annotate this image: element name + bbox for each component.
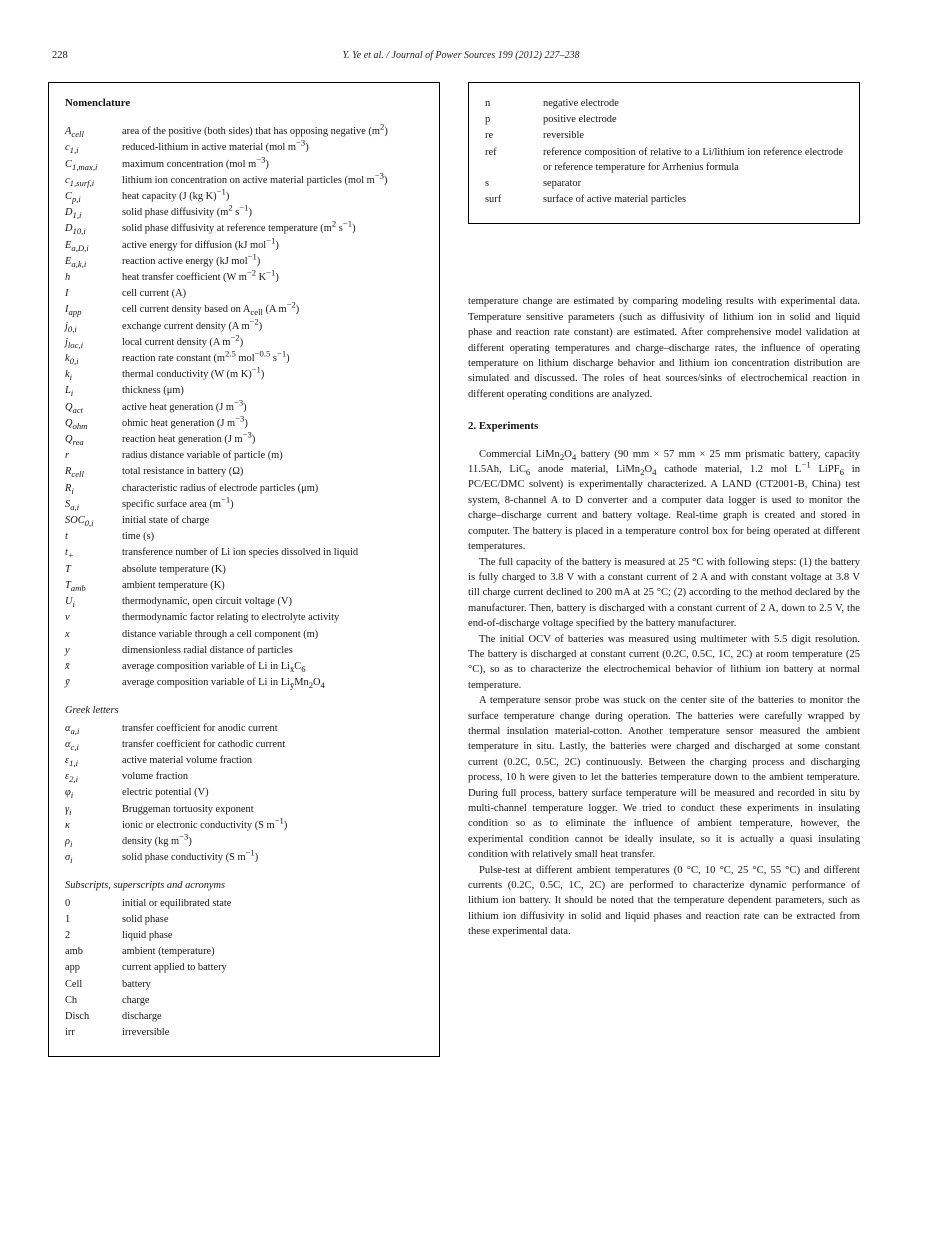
symbol-definition: transfer coefficient for anodic current xyxy=(122,722,278,734)
continued-symbol-list xyxy=(485,96,843,207)
symbol-definition: active heat generation (J $m^{-3}$) xyxy=(122,397,247,413)
symbol: ȳ xyxy=(65,677,70,689)
nomenclature-entry xyxy=(65,831,423,850)
nomenclature-entry xyxy=(65,562,423,577)
symbol: $t_+$ xyxy=(65,547,74,561)
section-heading-experiments: 2. Experiments xyxy=(468,420,539,433)
symbol: T xyxy=(65,563,71,575)
symbol-definition: thermodynamic, open circuit voltage (V) xyxy=(122,596,292,608)
body-paragraph-continuation: temperature change are estimated by comparing modeling results with experimental data. Temperature sensitive parameters (such as diffusivity of lithium ion in solid and liquid phase and reaction rate constant) are estimated. After comprehensive model validation at different operating temperatures and charge–discharge rates, the influence of operating temperature on lithium discharge behavior and lithium ion concentration distribution are simulated and discussed. The roles of heat sources/sinks of electrochemical reaction in different operating conditions are analyzed. xyxy=(468,296,860,400)
symbol-definition: solid phase diffusivity ($m^2$ $s^{-1}$) xyxy=(122,202,252,219)
nomenclature-entry xyxy=(65,170,423,188)
symbol: $E_{a,D,i}$ xyxy=(65,239,89,253)
nomenclature-entry xyxy=(65,299,423,318)
running-head: Y. Ye et al. / Journal of Power Sources 199 (2012) 227–238 xyxy=(342,50,580,61)
symbol: Cell xyxy=(65,978,83,990)
nomenclature-entry xyxy=(65,481,423,496)
nomenclature-entry xyxy=(65,235,423,253)
nomenclature-entry xyxy=(65,769,423,784)
symbol-definition: radius distance variable of particle (m) xyxy=(122,450,283,462)
nomenclature-entry xyxy=(65,753,423,768)
nomenclature-entry xyxy=(65,383,423,398)
nomenclature-entry xyxy=(65,137,423,156)
nomenclature-entry xyxy=(65,896,423,911)
nomenclature-entry xyxy=(65,944,423,959)
nomenclature-entry xyxy=(65,627,423,642)
symbol-definition: heat transfer coefficient (W $m^{-2}$ $K^{-1}$) xyxy=(122,267,279,284)
nomenclature-entry xyxy=(485,192,843,207)
symbol: $R_{cell}$ xyxy=(65,466,84,480)
greek-letters-heading: Greek letters xyxy=(65,705,119,717)
nomenclature-entry xyxy=(65,594,423,609)
nomenclature-entry xyxy=(65,977,423,992)
nomenclature-entry xyxy=(65,815,423,833)
two-column-layout xyxy=(48,82,874,1057)
symbol-definition: active energy for diffusion (kJ mol$^{-1}$) xyxy=(122,235,279,251)
nomenclature-entry xyxy=(485,145,843,175)
symbol-definition: reaction heat generation (J $m^{-3}$) xyxy=(122,429,256,446)
symbol: $Q_{act}$ xyxy=(65,401,84,415)
symbol: 0 xyxy=(65,897,71,909)
symbol-definition: average composition variable of Li in $Li_ȳMn_2O_4$ xyxy=(122,677,325,691)
nomenclature-entry xyxy=(65,1025,423,1040)
nomenclature-entry xyxy=(65,332,423,350)
symbol-definition: active material volume fraction xyxy=(122,754,253,766)
symbol: $R_i$ xyxy=(65,482,74,496)
symbol: 2 xyxy=(65,929,71,941)
nomenclature-entry xyxy=(65,448,423,463)
nomenclature-entry xyxy=(65,993,423,1008)
symbol: surf xyxy=(485,194,502,206)
symbol-list xyxy=(65,121,423,691)
nomenclature-entry xyxy=(65,545,423,560)
nomenclature-entry xyxy=(65,464,423,479)
symbol-definition: volume fraction xyxy=(122,771,189,783)
symbol-definition: absolute temperature (K) xyxy=(122,563,226,575)
symbol: $c_{1,i}$ xyxy=(65,142,79,156)
symbol: $j_{0,i}$ xyxy=(65,320,77,334)
symbol-definition: negative electrode xyxy=(543,98,619,109)
nomenclature-continued-box xyxy=(468,82,860,224)
symbol-definition: battery xyxy=(122,978,151,990)
symbol: κ xyxy=(65,819,70,831)
symbol: app xyxy=(65,962,81,974)
symbol: I xyxy=(65,288,69,300)
subscript-list xyxy=(65,896,423,1041)
page-header xyxy=(48,50,874,66)
symbol: s xyxy=(485,178,490,190)
symbol: $Q_{rea}$ xyxy=(65,434,84,448)
nomenclature-entry xyxy=(65,202,423,221)
page-number: 228 xyxy=(52,50,68,61)
symbol-definition: electric potential (V) xyxy=(122,787,209,799)
symbol-definition: time (s) xyxy=(122,531,155,543)
nomenclature-entry xyxy=(65,928,423,943)
symbol: r xyxy=(65,450,70,462)
symbol: $k_i$ xyxy=(65,369,73,383)
symbol-definition: characteristic radius of electrode particles (μm) xyxy=(122,482,319,494)
symbol-definition: solid phase conductivity (S $m^{-1}$) xyxy=(122,847,259,864)
nomenclature-entry xyxy=(65,960,423,975)
symbol-definition: area of the positive (both sides) that has opposing negative $(m^2)$ xyxy=(122,121,388,138)
symbol-definition: distance variable through a cell component (m) xyxy=(122,628,319,640)
nomenclature-entry xyxy=(485,176,843,191)
symbol: $Q_{ohm}$ xyxy=(65,417,88,431)
symbol-definition: reversible xyxy=(543,130,584,142)
symbol-definition: initial state of charge xyxy=(122,515,210,527)
symbol-definition: maximum concentration (mol $m^{-3}$) xyxy=(122,154,269,170)
nomenclature-entry xyxy=(65,785,423,800)
symbol: $\alpha_{a,i}$ xyxy=(65,722,80,736)
symbol: 1 xyxy=(65,913,71,925)
symbol-definition: thermodynamic factor relating to electrolyte activity xyxy=(122,612,340,624)
symbol: $C_{p,i}$ xyxy=(65,191,81,205)
nomenclature-entry xyxy=(65,610,423,625)
symbol: ref xyxy=(485,146,497,158)
symbol: $D_{10,i}$ xyxy=(65,223,86,237)
symbol: $k_{0,i}$ xyxy=(65,353,79,367)
symbol-definition: Bruggeman tortuosity exponent xyxy=(122,803,254,815)
symbol: $S_{a,i}$ xyxy=(65,498,80,512)
nomenclature-entry xyxy=(65,912,423,927)
nomenclature-entry xyxy=(485,112,843,127)
nomenclature-entry xyxy=(65,847,423,866)
symbol: $\rho_i$ xyxy=(65,835,73,850)
symbol-definition: density (kg $m^{-3}$) xyxy=(122,831,192,847)
nomenclature-entry xyxy=(65,494,423,512)
symbol: $j_{loc,i}$ xyxy=(65,336,84,350)
symbol: $L_i$ xyxy=(65,385,74,399)
nomenclature-entry xyxy=(65,659,423,674)
symbol-definition: exchange current density (A $m^{-2}$) xyxy=(122,316,263,332)
symbol: $c_{1,surf,i}$ xyxy=(65,174,95,188)
nomenclature-entry xyxy=(65,802,423,817)
symbol: $A_{cell}$ xyxy=(65,126,84,140)
nomenclature-entry xyxy=(485,128,843,143)
symbol: $U_i$ xyxy=(65,596,75,610)
symbol: $D_{1,i}$ xyxy=(65,207,82,221)
left-column xyxy=(48,82,440,1057)
nomenclature-entry xyxy=(65,1009,423,1024)
nomenclature-title: Nomenclature xyxy=(65,97,131,109)
body-paragraph: Commercial $LiMn_2O_4$ battery (90 mm × 57 mm × 25 mm prismatic battery, capacity 11.5Ah, LiC$_6$ anode material, $LiMn_2O_4$ cathode material, 1.2 mol $L^{-1}$ LiPF$_6$ in PC/EC/DMC solvent) is experimentally characterized. A LAND (CT2001-B, China) test system, 8-channel A to D converter and a computer data logger is used to monitor the charge–discharge current and battery voltage. Real-time graph is created and stored in computer. The battery is placed in a temperature control box for being operated at different temperatures. xyxy=(468,448,860,553)
nomenclature-entry xyxy=(65,316,423,334)
right-column xyxy=(468,82,860,940)
symbol-definition: total resistance in battery (Ω) xyxy=(122,466,244,478)
symbol-definition: ambient temperature (K) xyxy=(122,579,225,591)
symbol: $\sigma_i$ xyxy=(65,852,73,866)
symbol-definition: cell current density based on $A_{cell}$ (A $m^{-2}$) xyxy=(122,299,300,318)
symbol: $\varphi_i$ xyxy=(65,787,74,801)
symbol: n xyxy=(485,98,491,109)
nomenclature-entry xyxy=(65,364,423,383)
symbol-definition: irreversible xyxy=(122,1027,170,1039)
symbol-definition: charge xyxy=(122,994,150,1006)
nomenclature-box xyxy=(48,82,440,1057)
symbol: irr xyxy=(65,1027,75,1039)
symbol-definition: heat capacity (J (kg K)$^{-1}$) xyxy=(122,186,230,203)
symbol: $C_{1,max,i}$ xyxy=(65,158,98,172)
nomenclature-entry xyxy=(65,737,423,752)
body-paragraph: The full capacity of the battery is measured at 25 °C with following steps: (1) the battery is fully charged to 3.8 V with a constant current of 2 A and with constant voltage at 3.8 V till charge current declined to 200 mA at 25 °C; (2) according to the method declared by the manufacturer. Then, battery is discharged with a constant current of 2 A, down to 2.5 V, the end-of-discharge voltage specified by the battery manufacturer. xyxy=(468,556,860,630)
symbol-definition: dimensionless radial distance of particles xyxy=(122,644,293,656)
greek-symbol-list xyxy=(65,721,423,866)
symbol-definition: thermal conductivity (W (m K)$^{-1}$) xyxy=(122,364,265,381)
symbol-definition: lithium ion concentration on active material particles (mol $m^{-3}$) xyxy=(122,170,388,186)
symbol-definition: liquid phase xyxy=(122,929,173,941)
symbol: y xyxy=(65,644,70,656)
symbol-definition: transference number of Li ion species dissolved in liquid xyxy=(122,547,359,559)
symbol-definition: surface of active material particles xyxy=(543,194,687,206)
nomenclature-entry xyxy=(65,251,423,269)
symbol-definition: current applied to battery xyxy=(122,962,227,974)
symbol-definition: average composition variable of Li in $Li_{x̄}C_6$ xyxy=(122,660,306,674)
symbol: Disch xyxy=(65,1010,90,1022)
symbol-definition: local current density (A $m^{-2}$) xyxy=(122,332,244,348)
nomenclature-entry xyxy=(65,513,423,528)
symbol-definition: initial or equilibrated state xyxy=(122,897,232,909)
symbol-definition: ambient (temperature) xyxy=(122,946,215,958)
symbol: Ch xyxy=(65,994,78,1006)
symbol: $\gamma_i$ xyxy=(65,803,72,817)
subscripts-heading: Subscripts, superscripts and acronyms xyxy=(65,880,226,892)
nomenclature-entry xyxy=(65,154,423,172)
symbol: $T_{amb}$ xyxy=(65,579,86,593)
body-paragraph: Pulse-test at different ambient temperatures (0 °C, 10 °C, 25 °C, 55 °C) and different currents (0.2C, 0.5C, 1C, 2C) are performed to characterize dynamic performance of lithium ion battery. It should be noted that the temperature dependent parameters, such as lithium ion diffusivity in solid and liquid phases and reaction rate can be extracted from these experimental data. xyxy=(468,864,860,938)
symbol: $I_{app}$ xyxy=(65,304,82,318)
article-body xyxy=(468,294,860,939)
symbol-definition: transfer coefficient for cathodic current xyxy=(122,738,286,750)
symbol: x̄ xyxy=(65,660,70,672)
symbol-definition: separator xyxy=(543,178,582,190)
nomenclature-entry xyxy=(65,429,423,448)
symbol-definition: reaction rate constant ($m^{2.5}$ mol$^{-0.5}$ $s^{-1}$) xyxy=(122,348,290,365)
symbol-definition: solid phase diffusivity at reference temperature ($m^2$ $s^{-1}$) xyxy=(122,218,356,235)
symbol: ν xyxy=(65,612,70,624)
symbol: $E_{a,k,i}$ xyxy=(65,255,87,269)
symbol: re xyxy=(485,130,494,142)
symbol: p xyxy=(485,114,491,126)
nomenclature-entry xyxy=(65,286,423,301)
nomenclature-entry xyxy=(485,96,843,111)
body-paragraph: A temperature sensor probe was stuck on the center site of the batteries to monitor the surface temperature change during operation. The batteries were carefully wrapped by thermal insulation material-cotton. Another temperature sensor measured the ambient temperature in situ. Lastly, the batteries were charged and discharged at some constant current (0.2C, 0.5C, 2C) continuously. Between the charging process and discharging process, 10 h were given to let the batteries temperature down to the ambient temperature. During full process, battery surface temperature will be measured and recorded in situ by multi-channel temperature logger. We tried to conduct these experiments in insulating condition so as to eliminate the influence of ambient temperature, however, the experimental condition cannot be ideally insulate, so it is actually a quasi insulating condition with relatively small heat transfer. xyxy=(468,695,860,861)
body-paragraph: The initial OCV of batteries was measured using multimeter with 5.5 digit resolution. The battery is discharged at constant current (0.2C, 0.5C, 1C, 2C) at room temperature (25 °C), so as to characterize the electrochemical behavior of lithium ion battery at normal temperature. xyxy=(468,633,860,691)
nomenclature-entry xyxy=(65,529,423,544)
nomenclature-entry xyxy=(65,578,423,593)
nomenclature-entry xyxy=(65,675,423,690)
symbol-definition: discharge xyxy=(122,1010,162,1022)
symbol-definition: thickness (μm) xyxy=(122,385,184,397)
nomenclature-entry xyxy=(65,267,423,285)
symbol: amb xyxy=(65,946,83,958)
nomenclature-entry xyxy=(65,348,423,367)
symbol-definition: ionic or electronic conductivity (S $m^{-1}$) xyxy=(122,815,288,831)
nomenclature-entry xyxy=(65,218,423,237)
nomenclature-entry xyxy=(65,121,423,140)
symbol-definition: reduced-lithium in active material (mol $m^{-3}$) xyxy=(122,137,309,154)
symbol-definition: specific surface area $(m^{-1})$ xyxy=(122,494,234,510)
nomenclature-entry xyxy=(65,643,423,658)
symbol-definition: reaction active energy (kJ mol$^{-1}$) xyxy=(122,251,261,267)
symbol: $\varepsilon_{1,i}$ xyxy=(65,754,79,768)
symbol-definition: ohmic heat generation (J $m^{-3}$) xyxy=(122,413,248,429)
symbol-definition: positive electrode xyxy=(543,114,617,126)
symbol: h xyxy=(65,272,71,284)
symbol: $\alpha_{c,i}$ xyxy=(65,738,79,752)
symbol: $\varepsilon_{2,i}$ xyxy=(65,771,79,785)
symbol: x xyxy=(65,628,70,640)
nomenclature-entry xyxy=(65,721,423,736)
symbol-definition: reference composition of relative to a Li/lithium ion reference electrode or reference temperature for Arrhenius formula xyxy=(543,146,843,173)
symbol-definition: cell current (A) xyxy=(122,288,187,300)
symbol: $SOC_{0,i}$ xyxy=(65,515,94,529)
symbol: t xyxy=(65,531,68,543)
symbol-definition: solid phase xyxy=(122,913,169,925)
